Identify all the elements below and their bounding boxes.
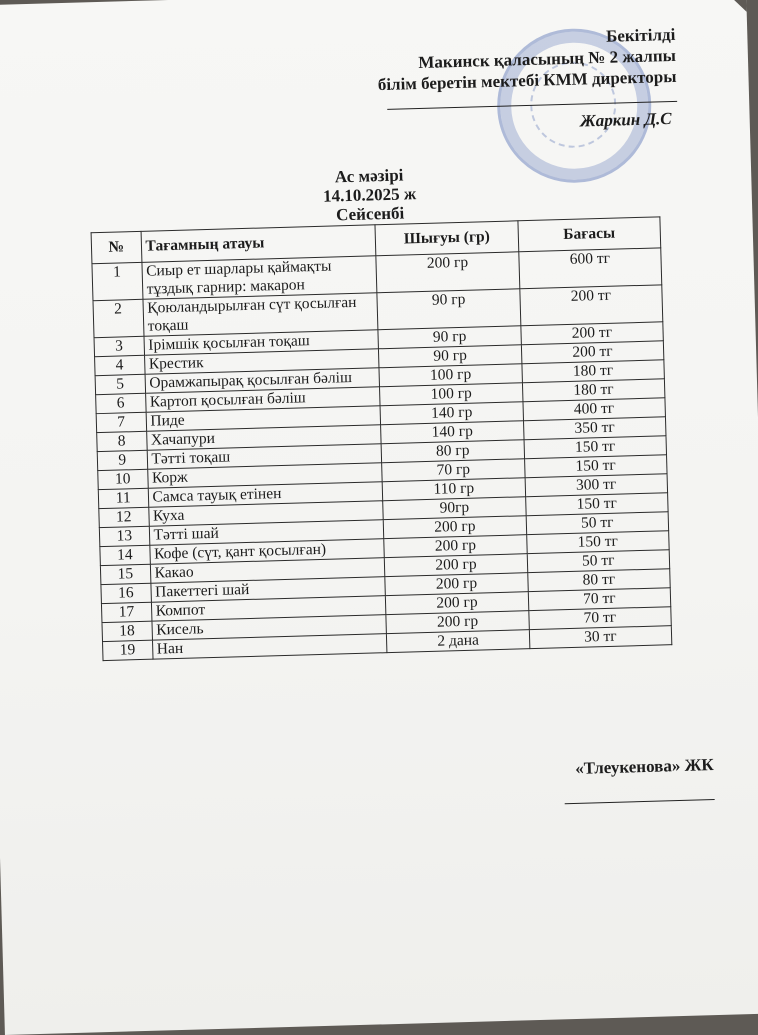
row-dish-name: Нан [152,634,387,660]
row-output: 200 гр [376,252,519,293]
approval-block [255,24,678,141]
row-price: 600 тг [519,248,662,289]
menu-title-block [249,163,490,227]
row-output: 140 гр [380,402,523,425]
footer-signer: «Тлеукенова» ЖК [574,755,714,778]
row-price: 30 тг [529,626,672,649]
approval-org-line2: білім беретін мектебі КММ директоры [377,66,677,95]
row-price: 300 тг [525,474,668,497]
row-price: 200 тг [521,322,664,345]
folded-corner [718,0,747,13]
row-dish-name: Пакеттегі шай [150,577,385,603]
row-output: 100 гр [380,383,523,406]
row-price: 150 тг [526,531,669,554]
menu-heading: Ас мәзірі [334,165,404,187]
row-output: 200 гр [386,611,529,634]
row-number: 14 [100,545,150,565]
row-output: 90 гр [377,289,520,330]
menu-weekday: Сейсенбі [335,203,405,225]
row-number: 9 [97,450,147,470]
row-number: 16 [101,583,151,603]
row-dish-name: Қоюландырылған сүт қосылған тоқаш [142,293,378,337]
row-price: 150 тг [524,455,667,478]
row-dish-name: Компот [151,596,386,622]
row-number: 12 [99,507,149,527]
row-price: 180 тг [522,360,665,383]
row-price: 80 тг [527,569,670,592]
menu-date: 14.10.2025 ж [322,184,417,206]
header-price: Бағасы [518,217,661,252]
footer-signature-line [565,799,715,804]
row-output: 200 гр [383,516,526,539]
row-price: 50 тг [526,512,669,535]
row-dish-name: Тәтті шай [149,520,384,546]
row-price: 70 тг [529,607,672,630]
row-price: 180 тг [522,379,665,402]
row-number: 18 [102,621,152,641]
row-output: 100 гр [379,364,522,387]
approval-label: Бекітілді [605,24,676,46]
row-dish-name: Сиыр ет шарлары қаймақты тұздық гарнир: макарон [141,256,377,300]
row-price: 200 тг [520,285,663,326]
row-number: 2 [93,299,144,337]
row-number: 1 [92,262,143,300]
director-name: Жаркин Д.С [579,108,672,131]
row-price: 400 тг [523,398,666,421]
header-dish-name: Тағамның атауы [141,225,376,263]
row-output: 90 гр [379,345,522,368]
row-dish-name: Пиде [146,406,381,432]
row-price: 150 тг [525,493,668,516]
row-dish-name: Самса тауық етінен [148,482,383,508]
row-dish-name: Ірімшік қосылған тоқаш [144,330,379,356]
row-dish-name: Куха [148,501,383,527]
row-price: 350 тг [523,417,666,440]
row-output: 200 гр [385,554,528,577]
row-output: 200 гр [385,573,528,596]
table-body [92,248,672,661]
row-output: 200 гр [386,592,529,615]
row-output: 70 гр [382,459,525,482]
row-number: 17 [101,602,151,622]
row-dish-name: Кисель [151,615,386,641]
header-number: № [91,231,141,263]
row-number: 7 [96,412,146,432]
row-dish-name: Орамжапырақ қосылған бәліш [145,368,380,394]
row-number: 3 [94,336,144,356]
row-dish-name: Какао [150,558,385,584]
row-number: 4 [95,355,145,375]
row-price: 150 тг [524,436,667,459]
footer-block [474,755,715,807]
row-output: 2 дана [387,630,530,653]
row-price: 50 тг [527,550,670,573]
row-price: 200 тг [521,341,664,364]
row-output: 110 гр [382,478,525,501]
row-dish-name: Крестик [144,349,379,375]
row-dish-name: Кофе (сүт, қант қосылған) [149,539,384,565]
row-number: 8 [97,431,147,451]
row-number: 13 [99,526,149,546]
row-number: 15 [100,564,150,584]
row-output: 200 гр [384,535,527,558]
row-dish-name: Картоп қосылған бәліш [145,387,380,413]
row-output: 90 гр [378,326,521,349]
row-price: 70 тг [528,588,671,611]
row-output: 90гр [383,497,526,520]
approval-org-line1: Макинск қаласының № 2 жалпы [418,45,677,73]
row-output: 80 гр [381,440,524,463]
row-number: 11 [98,488,148,508]
row-number: 19 [103,640,153,660]
row-dish-name: Корж [147,463,382,489]
row-dish-name: Хачапури [146,425,381,451]
row-output: 140 гр [381,421,524,444]
row-number: 10 [98,469,148,489]
menu-table [91,216,673,661]
row-number: 6 [96,393,146,413]
row-dish-name: Тәтті тоқаш [147,444,382,470]
row-number: 5 [95,374,145,394]
header-output: Шығуы (гр) [375,221,518,256]
